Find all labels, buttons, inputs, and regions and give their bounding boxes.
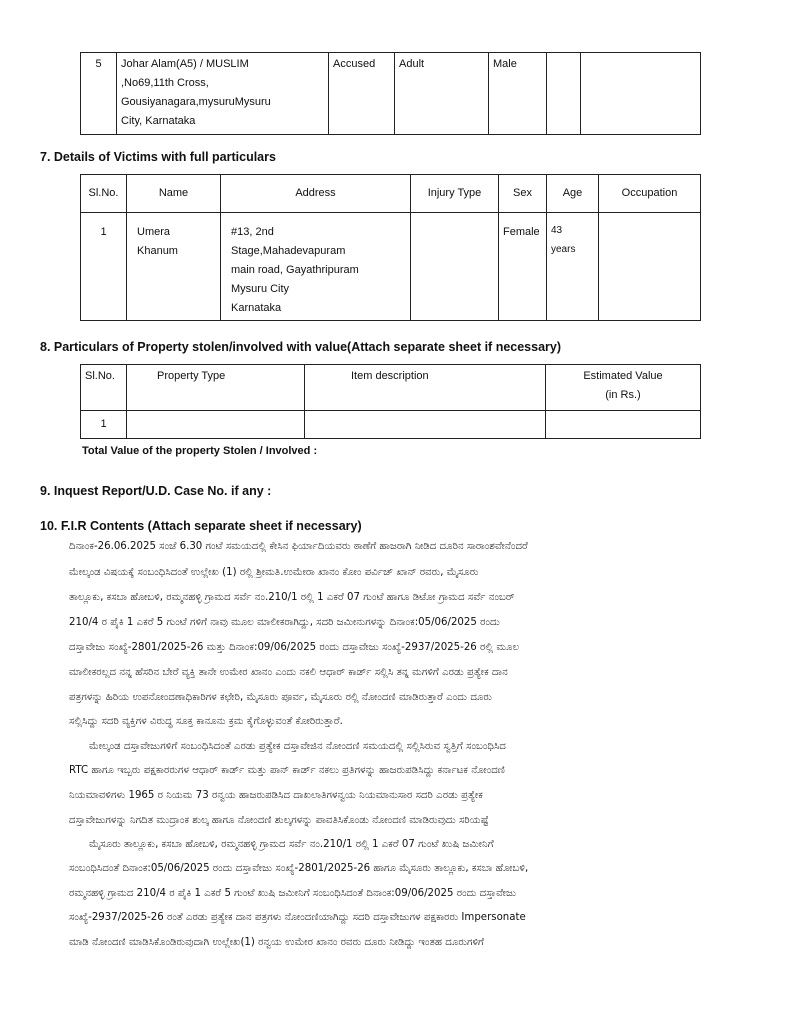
victim-address (221, 213, 411, 321)
accused-sl: 5 (81, 53, 117, 135)
col-header: Sl.No. (81, 365, 127, 411)
victim-address-line: #13, 2nd (231, 226, 274, 238)
victim-sl: 1 (81, 213, 127, 321)
victim-age (547, 213, 599, 321)
fir-line: ಸಲ್ಲಿಸಿದ್ದು ಸದರಿ ವ್ಯಕ್ತಿಗಳ ವಿರುದ್ಧ ಸೂಕ್ತ ಕಾನೂನು ಕ್ರಮ ಕೈಗೊಳ್ಳುವಂತೆ ಕೋರಿರುತ್ತಾರೆ. (69, 716, 343, 727)
table-row (81, 411, 701, 439)
victim-address-line: Karnataka (231, 302, 282, 314)
empty-cell (547, 53, 581, 135)
fir-line: ಮೈಸೂರು ತಾಲ್ಲೂಕು, ಕಸಬಾ ಹೋಬಳಿ, ರಮ್ಮನಹಳ್ಳಿ ಗ್ರಾಮದ ಸರ್ವೆ ನಂ.210/1 ರಲ್ಲಿ 1 ಎಕರೆ 07 ಗುಂಟೆ ಖುಷಿ ಜಮೀನಿಗೆ (89, 839, 494, 850)
section-9-title: 9. Inquest Report/U.D. Case No. if any : (40, 484, 272, 498)
victim-address-line: Mysuru City (231, 283, 290, 295)
fir-line: ಮಾಲೀಕರಲ್ಲದ ನನ್ನ ಹೆಸರಿನ ಬೇರೆ ವ್ಯಕ್ತಿ ತಾನೇ ಉಮೇರ ಖಾನಂ ಎಂದು ನಕಲಿ ಆಧಾರ್ ಕಾರ್ಡ್ ಸಲ್ಲಿಸಿ ತನ್ನ ಮಗಳಿಗೆ ಎರಡು ಪ್ರತ್ಯೇಕ ದಾನ (69, 667, 508, 678)
col-header: Sl.No. (81, 175, 127, 213)
col-header: Sex (499, 175, 547, 213)
col-header: Address (221, 175, 411, 213)
fir-line: ದಸ್ತಾವೇಜುಗಳನ್ನು ನಿಗದಿತ ಮುದ್ರಾಂಕ ಶುಲ್ಕ ಹಾಗೂ ನೋಂದಣಿ ಶುಲ್ಕಗಳನ್ನು ಪಾವತಿಸಿಕೊಂಡು ನೋಂದಣಿ ಮಾಡಿರುವುದು ಸರಿಯಷ್ಟೆ (69, 815, 489, 826)
fir-line: ರಮ್ಮನಹಳ್ಳಿ ಗ್ರಾಮದ 210/4 ರ ಪೈಕಿ 1 ಎಕರೆ 5 ಗುಂಟೆ ಖುಷಿ ಜಮೀನಿಗೆ ಸಂಬಂಧಿಸಿದಂತೆ ದಿನಾಂಕ:09/06/2025 ರಂದು ದಸ್ತಾವೇಜು (69, 888, 517, 899)
victim-occupation (599, 213, 701, 321)
property-sl: 1 (81, 411, 127, 439)
victims-table (80, 174, 701, 321)
accused-line: ,No69,11th Cross, (121, 77, 209, 89)
accused-line: Gousiyanagara,mysuruMysuru (121, 96, 271, 108)
estimated-value-line: (in Rs.) (605, 389, 641, 401)
victim-age-line: years (551, 244, 576, 255)
accused-line: City, Karnataka (121, 115, 196, 127)
victim-address-line: main road, Gayathripuram (231, 264, 359, 276)
section-7-title: 7. Details of Victims with full particulars (40, 150, 276, 164)
section-10-title: 10. F.I.R Contents (Attach separate sheet if necessary) (40, 519, 362, 533)
victim-name-line: Khanum (137, 245, 178, 257)
accused-name-address (117, 53, 329, 135)
col-header: Item description (305, 365, 546, 411)
col-header: Age (547, 175, 599, 213)
fir-line: ತಾಲ್ಲೂಕು, ಕಸಬಾ ಹೋಬಳಿ, ರಮ್ಮನಹಳ್ಳಿ ಗ್ರಾಮದ ಸರ್ವೆ ನಂ.210/1 ರಲ್ಲಿ 1 ಎಕರೆ 07 ಗುಂಟೆ ಹಾಗೂ ಡಿಟೋ ಗ್ರಾಮದ ಸರ್ವೆ ನಂಬರ್ (69, 592, 515, 603)
empty-cell (305, 411, 546, 439)
col-header-estimated-value (546, 365, 701, 411)
table-header-row (81, 365, 701, 411)
table-row (81, 53, 701, 135)
fir-line: ದಸ್ತಾವೇಜು ಸಂಖ್ಯೆ-2801/2025-26 ಮತ್ತು ದಿನಾಂಕ:09/06/2025 ರಂದು ದಸ್ತಾವೇಜು ಸಂಖ್ಯೆ-2937/2025-26 ರಲ್ಲಿ ಮೂಲ (69, 642, 520, 653)
fir-line: ಮಾಡಿ ನೋಂದಣಿ ಮಾಡಿಸಿಕೊಂಡಿರುವುದಾಗಿ ಉಲ್ಲೇಖ(1) ರನ್ವಯ ಉಮೇರ ಖಾನಂ ರವರು ದೂರು ನೀಡಿದ್ದು ಇಂತಹ ದೂರುಗಳಿಗೆ (69, 937, 484, 948)
fir-line: ಪತ್ರಗಳನ್ನು ಹಿರಿಯ ಉಪನೋಂದಣಾಧಿಕಾರಿಗಳ ಕಛೇರಿ, ಮೈಸೂರು ಪೂರ್ವ, ಮೈಸೂರು ರಲ್ಲಿ ನೋಂದಣಿ ಮಾಡಿರುತ್ತಾರೆ ಎಂದು ದೂರು (69, 692, 493, 703)
victim-address-line: Stage,Mahadevapuram (231, 245, 346, 257)
col-header: Property Type (127, 365, 305, 411)
fir-line: ದಿನಾಂಕ-26.06.2025 ಸಂಜೆ 6.30 ಗಂಟೆ ಸಮಯದಲ್ಲಿ ಕೇಸಿನ ಫಿರ್ಯಾದಿಯವರು ಠಾಣೆಗೆ ಹಾಜರಾಗಿ ನೀಡಿದ ದೂರಿನ ಸಾರಾಂಶವೇನೆಂದರೆ (69, 541, 528, 552)
accused-type: Accused (329, 53, 395, 135)
fir-line: ನಿಯಮಾವಳಿಗಳು 1965 ರ ನಿಯಮ 73 ರನ್ವಯ ಹಾಜರುಪಡಿಸಿದ ದಾಖಲಾತಿಗಳನ್ವಯ ನಿಯಮಾನುಸಾರ ಸದರಿ ಎರಡು ಪ್ರತ್ಯೇಕ (69, 790, 483, 801)
victim-name (127, 213, 221, 321)
estimated-value-line: Estimated Value (583, 370, 663, 382)
accused-age-group: Adult (395, 53, 489, 135)
total-value-label: Total Value of the property Stolen / Involved : (82, 445, 318, 457)
property-table (80, 364, 701, 439)
empty-cell (127, 411, 305, 439)
empty-cell (546, 411, 701, 439)
fir-line: RTC ಹಾಗೂ ಇಬ್ಬರು ಪಕ್ಷಕಾರರುಗಳ ಆಧಾರ್ ಕಾರ್ಡ್ ಮತ್ತು ಪಾನ್ ಕಾರ್ಡ್ ನಕಲು ಪ್ರತಿಗಳನ್ನು ಹಾಜರುಪಡಿಸಿದ್ದು ಕರ್ನಾಟಕ ನೋಂದಣಿ (69, 765, 506, 776)
col-header: Name (127, 175, 221, 213)
table-header-row (81, 175, 701, 213)
table-row (81, 213, 701, 321)
fir-line: ಸಂಬಂಧಿಸಿದಂತೆ ದಿನಾಂಕ:05/06/2025 ರಂದು ದಸ್ತಾವೇಜು ಸಂಖ್ಯೆ-2801/2025-26 ಹಾಗೂ ಮೈಸೂರು ತಾಲ್ಲೂಕು, ಕಸಬಾ ಹೋಬಳಿ, (69, 863, 529, 874)
victim-age-line: 43 (551, 225, 563, 236)
accused-table (80, 52, 701, 135)
victim-sex: Female (499, 213, 547, 321)
col-header: Occupation (599, 175, 701, 213)
accused-line: Johar Alam(A5) / MUSLIM (121, 58, 249, 70)
accused-sex: Male (489, 53, 547, 135)
fir-line: ಮೇಲ್ಕಂಡ ದಸ್ತಾವೇಜುಗಳಿಗೆ ಸಂಬಂಧಿಸಿದಂತೆ ಎರಡು ಪ್ರತ್ಯೇಕ ದಸ್ತಾವೇಜಿನ ನೋಂದಣಿ ಸಮಯದಲ್ಲಿ ಸಲ್ಲಿಸಿರುವ ಸ್ವತ್ತಿಗೆ ಸಂಬಂಧಿಸಿದ (89, 741, 506, 752)
section-8-title: 8. Particulars of Property stolen/involved with value(Attach separate sheet if necessary) (40, 340, 562, 354)
empty-cell (581, 53, 701, 135)
fir-line: ಮೇಲ್ಕಂಡ ವಿಷಯಕ್ಕೆ ಸಂಬಂಧಿಸಿದಂತೆ ಉಲ್ಲೇಖ (1) ರಲ್ಲಿ ಶ್ರೀಮತಿ.ಉಮೇರಾ ಖಾನಂ ಕೋಂ ಪರ್ವಿಜ್ ಖಾನ್ ರವರು, ಮೈಸೂರು (69, 567, 479, 578)
fir-line: ಸಂಖ್ಯೆ-2937/2025-26 ರಂತೆ ಎರಡು ಪ್ರತ್ಯೇಕ ದಾನ ಪತ್ರಗಳು ನೋಂದಣಿಯಾಗಿದ್ದು ಸದರಿ ದಸ್ತಾವೇಜುಗಳ ಪಕ್ಷಕಾರರು Impersonate (69, 912, 526, 923)
victim-injury (411, 213, 499, 321)
victim-name-line: Umera (137, 226, 171, 238)
fir-line: 210/4 ರ ಪೈಕಿ 1 ಎಕರೆ 5 ಗುಂಟೆ ಗಳಿಗೆ ನಾವು ಮೂಲ ಮಾಲೀಕರಾಗಿದ್ದು, ಸದರಿ ಜಮೀನುಗಳನ್ನು ದಿನಾಂಕ:05/06/2025 ರಂದು (69, 617, 500, 628)
col-header: Injury Type (411, 175, 499, 213)
